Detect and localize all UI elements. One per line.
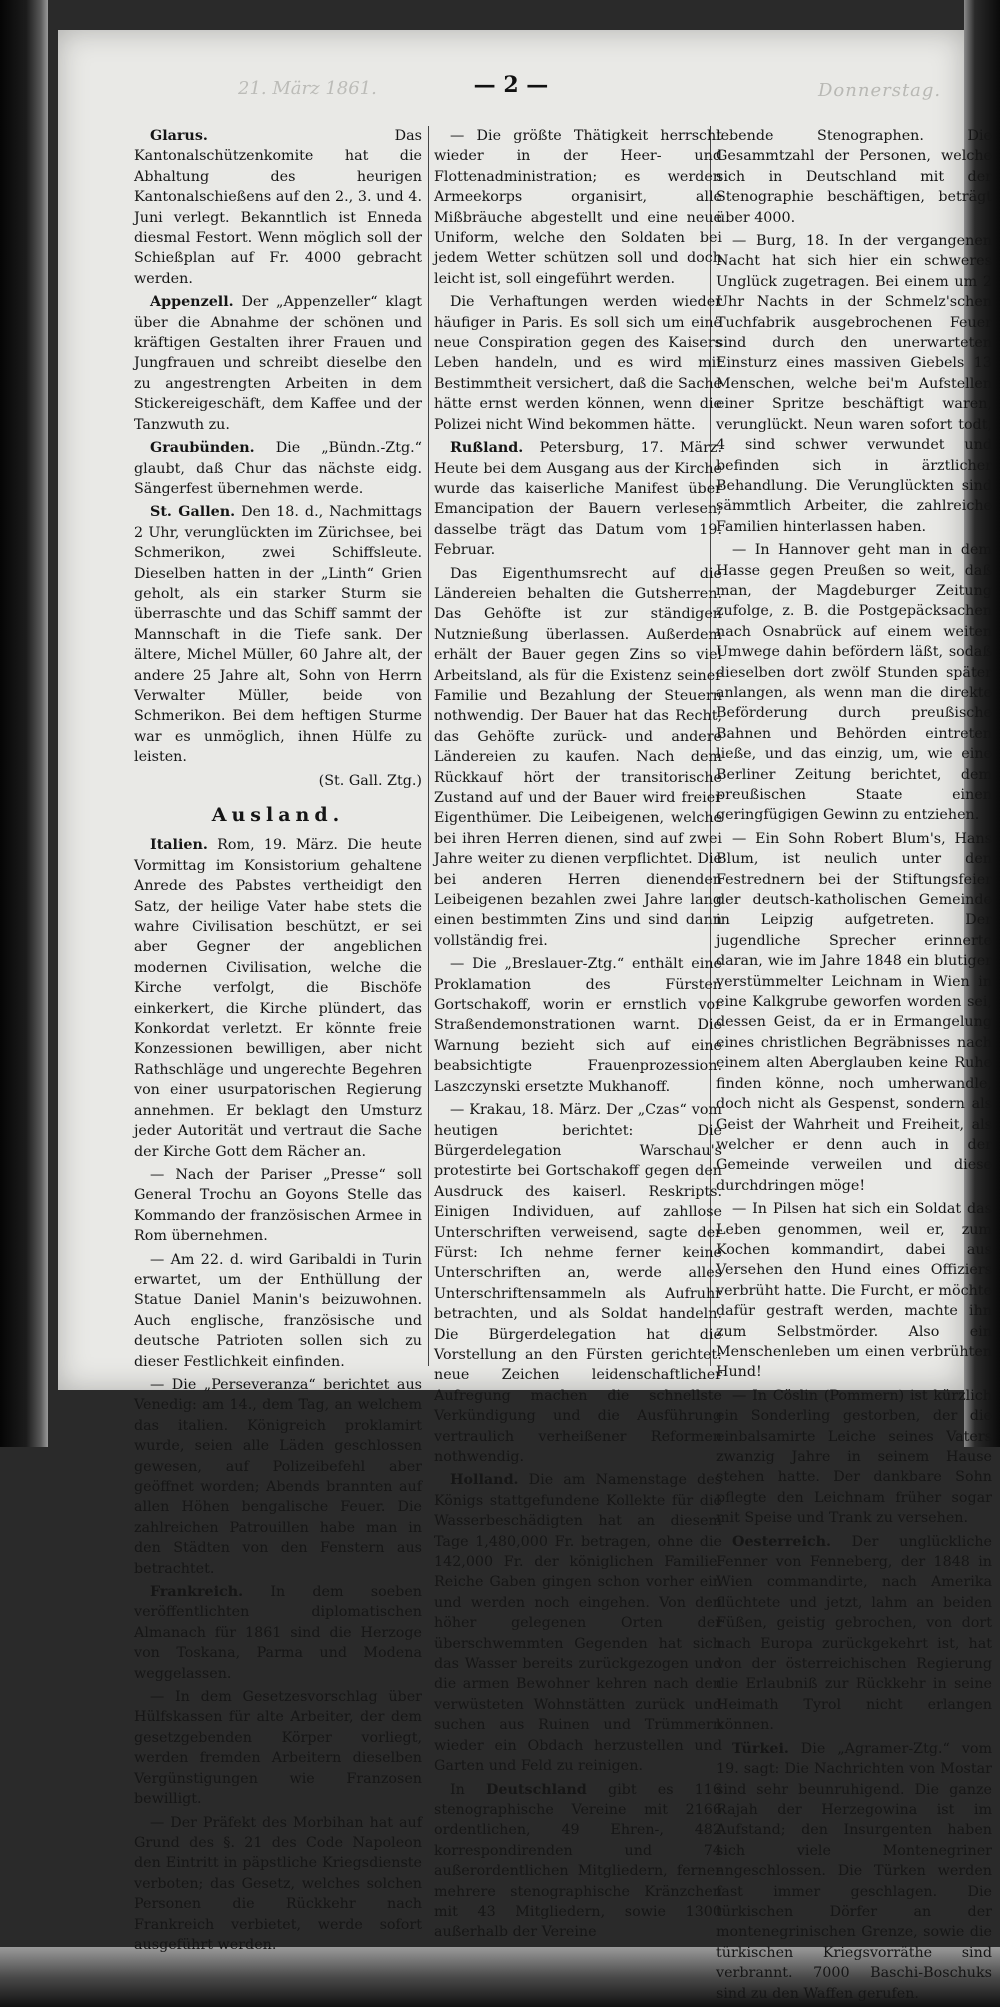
article-graubuenden: Graubünden. Die „Bündn.-Ztg.“ glaubt, daß Chur das nächste eidg. Sängerfest übernehmen werde. [134, 440, 422, 497]
column-2 [434, 126, 722, 1946]
column-divider-1 [428, 126, 429, 1366]
section-title-ausland: Ausland. [211, 804, 345, 826]
article-trochu: — Nach der Pariser „Presse“ soll General Trochu an Goyons Stelle das Kommando der französischen Armee in Rom übernehmen. [134, 1166, 422, 1245]
bleed-through-date: 21. März 1861. [238, 78, 377, 99]
article-russland: Rußland. Petersburg, 17. März. Heute bei dem Ausgang aus der Kirche wurde das kaiserliche Manifest über Emancipation der Bauern verlesen; dasselbe trägt das Datum vom 19. Februar. [434, 440, 722, 559]
article-st-gallen: St. Gallen. Den 18. d., Nachmittags 2 Uhr, verunglückten im Zürichsee, bei Schmerikon, zwei Schiffsleute. Dieselben hatten in der „Linth“ Grien geholt, als ein starker Sturm sie überraschte und das Schiff sammt der Mannschaft in die Tiefe sank. Der ältere, Michel Müller, 60 Jahre alt, der andere 25 Jahre alt, Sohn von Herrn Verwalter Müller, beide von Schmerikon. Bei dem heftigen Sturme war es unmöglich, ihnen Hülfe zu leisten. [134, 504, 423, 766]
article-hannover: — In Hannover geht man in dem Hasse gegen Preußen so weit, daß man, der Magdeburger Zeitung zufolge, z. B. die Postgepäcksachen nach Osnabrück auf einem weiten Umwege dahin befördern läßt, sodaß dieselben dort zwölf Stunden später anlangen, als wenn man die direkte Beförderung durch preußische Bahnen und Behörden eintreten ließe, und das einzig, um, wie eine Berliner Zeitung berichtet, dem preußischen Staate einen geringfügigen Gewinn zu entziehen. [716, 542, 992, 824]
article-deutschland-stenographie: In Deutschland gibt es 116 stenographische Vereine mit 2166 ordentlichen, 49 Ehren-, 482 korrespondirenden und 74 außerordentlichen Mitgliedern, ferner mehrere stenographische Kränzchen mit 43 Mitgliedern, sowie 1300 außerhalb der Vereine [434, 1781, 722, 1941]
article-stenographen-continued: lebende Stenographen. Die Gesammtzahl der Personen, welche sich in Deutschland mit der Stenographie beschäftigen, beträgt über 4000. [716, 128, 992, 226]
article-perseveranza: — Die „Perseveranza“ berichtet aus Venedig: am 14., dem Tag, an welchem das italien. Königreich proklamirt wurde, seien alle Läden geschlossen gewesen, auf Polizeibefehl aber geöffnet worden; Abends brannten auf allen Höhen bengalische Feuer. Die zahlreichen Patrouillen habe man in den Städten von den Fenstern aus betrachtet. [134, 1376, 422, 1577]
column-3 [716, 126, 992, 2007]
book-binding-left-edge [0, 0, 48, 1447]
article-eigenthumsrecht: Das Eigenthumsrecht auf die Ländereien behalten die Gutsherren. Das Gehöfte ist zur ständigen Nutznießung überlassen. Außerdem erhält der Bauer gegen Zins so viel Arbeitsland, als für die Existenz seiner Familie und Bezahlung der Steuern nothwendig. Der Bauer hat das Recht, das Gehöfte zurück- und andere Ländereien zu kaufen. Nach dem Rückkauf hört der transitorische Zustand auf und der Bauer wird freier Eigenthümer. Die Leibeigenen, welche bei ihren Herren dienen, sind auf zwei Jahre weiter zu dienen verpflichtet. Die bei anderen Herren dienenden Leibeigenen bezahlen zwei Jahre lang einen bestimmten Zins und sind dann vollständig frei. [434, 565, 722, 949]
article-heer-flotte: — Die größte Thätigkeit herrscht wieder in der Heer- und Flottenadministration; es werden Armeekorps organisirt, alle Mißbräuche abgestellt und eine neue Uniform, welche den Soldaten bei jedem Wetter schützen soll und doch leicht ist, soll eingeführt werden. [434, 128, 722, 287]
article-robert-blum: — Ein Sohn Robert Blum's, Hans Blum, ist neulich unter den Festrednern bei der Stiftungsfeier der deutsch-katholischen Gemeinde in Leipzig aufgetreten. Der jugendliche Sprecher erinnerte daran, wie im Jahre 1848 ein blutiger verstümmelter Leichnam in Wien in eine Kalkgrube geworfen worden sei, dessen Geist, da er in Ermangelung eines christlichen Begräbnisses nach einem alten Aberglauben keine Ruhe finden könne, noch umherwandle, doch nicht als Gespenst, sondern als Geist der Wahrheit und Freiheit, als welcher er denn auch in der Gemeinde verweilen und diese durchdringen möge! [716, 830, 992, 1194]
source-st-gall-ztg: (St. Gall. Ztg.) [318, 772, 422, 789]
article-burg: — Burg, 18. In der vergangenen Nacht hat sich hier ein schweres Unglück zugetragen. Bei einem um 2 Uhr Nachts in der Schmelz'schen Tuchfabrik ausgebrochenen Feuer sind durch den unerwarteten Einsturz eines massiven Giebels 13 Menschen, welche bei'm Aufstellen einer Spritze beschäftigt waren, verunglückt. Neun waren sofort todt, 4 sind schwer verwundet und befinden sich in ärztlicher Behandlung. Die Verunglückten sind sämmtlich Arbeiter, die zahlreiche Familien hinterlassen haben. [716, 233, 992, 535]
article-coeslin: — In Cöslin (Pommern) ist kürzlich ein Sonderling gestorben, der die einbalsamirte Leiche seines Vaters zwanzig Jahre in seinem Hause stehen hatte. Der dankbare Sohn pflegte den Leichnam früher sogar mit Speise und Trank zu versehen. [716, 1387, 992, 1527]
article-breslauer-ztg: — Die „Breslauer-Ztg.“ enthält eine Proklamation des Fürsten Gortschakoff, worin er ernstlich vor Straßendemonstrationen warnt. Die Warnung bezieht sich auf eine beabsichtigte Frauenprozession. Laszczynski ersetzte Mukhanoff. [434, 956, 722, 1095]
page-number: — 2 — [473, 72, 549, 98]
article-morbihan: — Der Präfekt des Morbihan hat auf Grund des §. 21 des Code Napoleon den Eintritt in päpstliche Kriegsdienste verboten; das Gesetz, welches solchen Personen die Rückkehr nach Frankreich verbietet, werde sofort ausgeführt werden. [134, 1814, 422, 1953]
newspaper-page [58, 30, 992, 2002]
bleed-through-weekday: Donnerstag. [818, 80, 942, 101]
article-appenzell: Appenzell. Der „Appenzeller“ klagt über die Abnahme der schönen und kräftigen Gestalten ihrer Frauen und Jungfrauen und schreibt dieselbe den zu angestrengten Arbeiten in dem Stickereigeschäft, dem Kaffee und der Tanzwuth zu. [134, 294, 422, 433]
article-oesterreich: Oesterreich. Der unglückliche Fenner von Fenneberg, der 1848 in Wien commandirte, nach Amerika flüchtete und jetzt, lahm an beiden Füßen, geistig gebrochen, von dort nach Europa zurückgekehrt ist, hat von der österreichischen Regierung die Erlaubniß zur Rückkehr in seine Heimath Tyrol nicht erlangen können. [716, 1533, 992, 1734]
article-glarus: Glarus. Das Kantonalschützenkomite hat die Abhaltung des heurigen Kantonalschießens auf den 2., 3. und 4. Juni verlegt. Bekanntlich ist Enneda diesmal Festort. Wenn möglich soll der Schießplan auf Fr. 4000 gebracht werden. [134, 128, 422, 287]
article-verhaftungen: Die Verhaftungen werden wieder häufiger in Paris. Es soll sich um eine neue Conspiration gegen des Kaisers Leben handeln, und es wird mit Bestimmtheit versichert, daß die Sache hätte ernst werden können, wenn die Polizei nicht Wind bekommen hätte. [434, 294, 722, 433]
article-garibaldi: — Am 22. d. wird Garibaldi in Turin erwartet, um der Enthüllung der Statue Daniel Manin's beizuwohnen. Auch englische, französische und deutsche Patrioten sollen sich zu dieser Festlichkeit einfinden. [134, 1251, 422, 1370]
article-frankreich: Frankreich. In dem soeben veröffentlichten diplomatischen Almanach für 1861 sind die Herzoge von Toskana, Parma und Modena weggelassen. [134, 1584, 422, 1682]
column-1 [134, 126, 422, 1958]
article-pilsen: — In Pilsen hat sich ein Soldat das Leben genommen, weil er, zum Kochen kommandirt, dabei aus Versehen den Hund eines Offiziers verbrüht hatte. Die Furcht, er möchte dafür gestraft werden, machte ihn zum Selbstmörder. Also ein Menschenleben um einen verbrühten Hund! [716, 1201, 992, 1381]
article-italien: Italien. Rom, 19. März. Die heute Vormittag im Konsistorium gehaltene Anrede des Pabstes vertheidigt den Satz, der heilige Vater habe stets die wahre Civilisation beschützt, er sei aber Gegner der angeblichen modernen Civilisation, welche die Kirche verfolgt, die Bischöfe einkerkert, die Kirche plündert, das Konkordat verletzt. Er könnte freie Konzessionen bewilligen, aber nicht Rathschläge und ungerechte Begehren von einer usurpatorischen Regierung annehmen. Er beklagt den Umsturz jeder Autorität und vertraut die Sache der Kirche Gott dem Rächer an. [134, 837, 422, 1160]
article-tuerkei: Türkei. Die „Agramer-Ztg.“ vom 19. sagt: Die Nachrichten von Mostar sind sehr beunruhigend. Die ganze Rajah der Herzegowina ist im Aufstand; den Insurgenten haben sich viele Montenegriner angeschlossen. Die Türken werden fast immer geschlagen. Die türkischen Dörfer an der montenegrinischen Grenze, sowie die türkischen Kriegsvorräthe sind verbrannt. 7000 Baschi-Boschuks sind zu den Waffen gerufen. [716, 1740, 992, 2002]
article-huelfskassen: — In dem Gesetzesvorschlag über Hülfskassen für alte Arbeiter, der dem gesetzgebenden Körper vorliegt, werden fremden Arbeitern dieselben Vergünstigungen wie Franzosen bewilligt. [134, 1689, 422, 1808]
article-holland: Holland. Die am Namenstage des Königs stattgefundene Kollekte für die Wasserbeschädigten hat an diesem Tage 1,480,000 Fr. betragen, ohne die 142,000 Fr. der königlichen Familie. Reiche Gaben gingen schon vorher ein und werden noch eingehen. Von den höher gelegenen Orten der überschwemmten Gegenden hat sich das Wasser bereits zurückgezogen und die armen Bewohner kehren nach den verwüsteten Wohnstätten zurück und suchen aus Ruinen und Trümmern wieder ein Obdach herzustellen und Garten und Feld zu reinigen. [434, 1472, 722, 1775]
article-krakau: — Krakau, 18. März. Der „Czas“ vom heutigen berichtet: Die Bürgerdelegation Warschau's protestirte bei Gortschakoff gegen den Ausdruck des kaiserl. Reskripts. Einigen Individuen, auf zahllose Unterschriften verweisend, sagte der Fürst: Ich nehme ferner keine Unterschriften an, werde alles Unterschriftensammeln als Aufruhr betrachten, und als Soldat handeln. Die Bürgerdelegation hat die Vorstellung an den Fürsten gerichtet: neue Zeichen leidenschaftlicher Aufregung machen die schnellste Verkündigung und die Ausführung vertraulich verheißener Reformen nothwendig. [434, 1102, 722, 1465]
